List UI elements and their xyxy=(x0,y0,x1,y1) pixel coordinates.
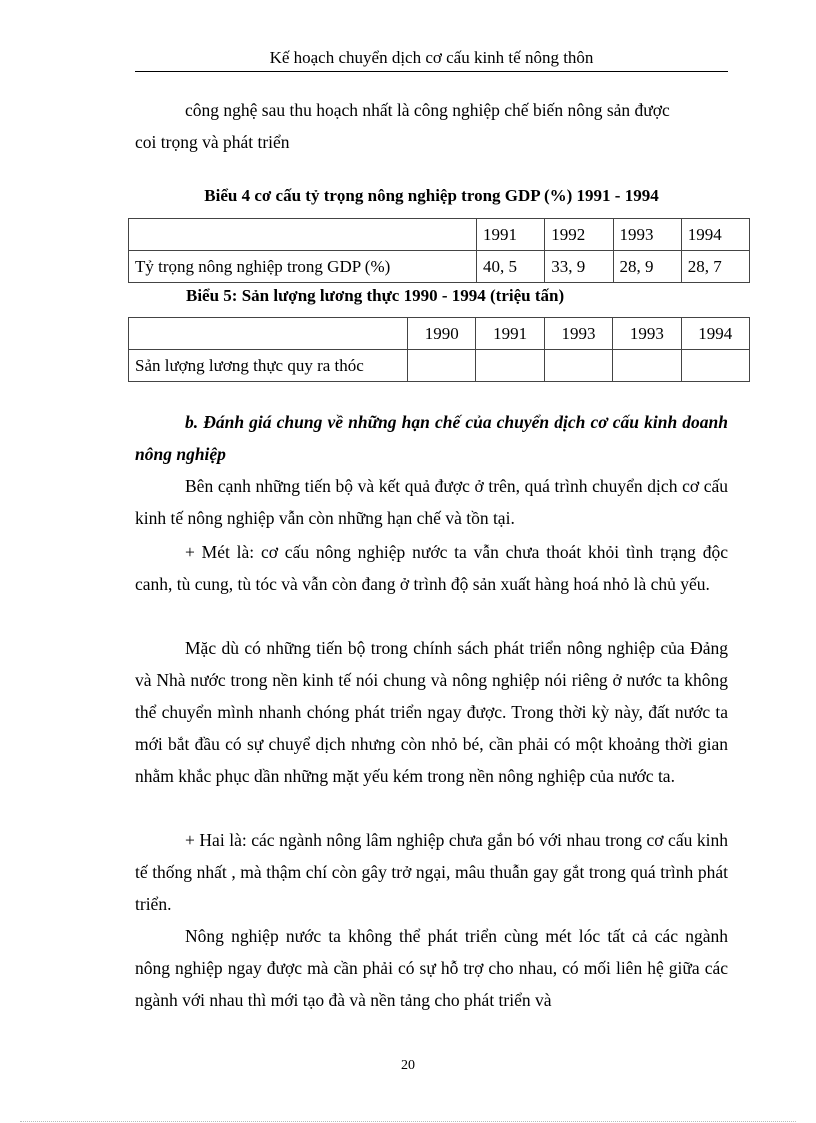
paragraph: Mặc dù có những tiến bộ trong chính sách phát triển nông nghiệp của Đảng và Nhà nước trong nền kinh tế nói chung và nông nghiệp nói riêng ở nước ta không thể chuyển mình nhanh chóng phát triển ngay được. Trong thời kỳ này, đất nước ta mới bắt đầu có sự chuyể dịch nhưng còn nhỏ bé, cần phải có một khoảng thời gian nhằm khắc phục dần những mặt yếu kém trong nền nông nghiệp của nước ta. xyxy=(135,638,728,786)
table-header-cell: 1994 xyxy=(681,219,749,251)
page-number: 20 xyxy=(401,1058,415,1073)
table-header-cell: 1993 xyxy=(613,318,681,350)
table-cell: 28, 9 xyxy=(613,251,681,283)
table-cell xyxy=(408,350,476,382)
intro-line-2: coi trọng và phát triển xyxy=(135,132,290,152)
table5-caption: Biểu 5: Sản lượng lương thực 1990 - 1994 (triệu tấn) xyxy=(186,286,565,305)
table-header-cell: 1993 xyxy=(613,219,681,251)
table-cell xyxy=(476,350,544,382)
table-header-cell: 1991 xyxy=(476,318,544,350)
table-row xyxy=(129,219,750,251)
table-header-cell: 1992 xyxy=(545,219,613,251)
table-header-cell: 1990 xyxy=(408,318,476,350)
table-cell: 40, 5 xyxy=(477,251,545,283)
table5 xyxy=(128,317,750,382)
table-row xyxy=(129,350,750,382)
table-cell xyxy=(613,350,681,382)
table-cell: 28, 7 xyxy=(681,251,749,283)
table-row xyxy=(129,318,750,350)
paragraph: + Hai là: các ngành nông lâm nghiệp chưa gắn bó với nhau trong cơ cấu kinh tế thống nhất , mà thậm chí còn gây trở ngại, mâu thuẫn gay gắt trong quá trình phát triển. xyxy=(135,830,728,914)
table-header-cell: 1994 xyxy=(681,318,749,350)
table-row-label: Tỷ trọng nông nghiệp trong GDP (%) xyxy=(129,251,477,283)
table-cell xyxy=(129,318,408,350)
table-cell: 33, 9 xyxy=(545,251,613,283)
table-row-label: Sản lượng lương thực quy ra thóc xyxy=(129,350,408,382)
table-cell xyxy=(544,350,612,382)
table-header-cell: 1991 xyxy=(477,219,545,251)
intro-line-1: công nghệ sau thu hoạch nhất là công nghiệp chế biến nông sản được xyxy=(185,100,670,120)
page-header: Kế hoạch chuyển dịch cơ cấu kinh tế nông thôn xyxy=(135,48,728,72)
paragraph: + Mét là: cơ cấu nông nghiệp nước ta vẫn chưa thoát khỏi tình trạng độc canh, tù cung, tù tóc và vẫn còn đang ở trình độ sản xuất hàng hoá nhỏ là chủ yếu. xyxy=(135,542,728,594)
table-cell xyxy=(681,350,749,382)
paragraph: Nông nghiệp nước ta không thể phát triển cùng mét lóc tất cả các ngành nông nghiệp ngay được mà cần phải có sự hỗ trợ cho nhau, có mối liên hệ giữa các ngành với nhau thì mới tạo đà và nền tảng cho phát triển và xyxy=(135,926,728,1010)
table4 xyxy=(128,218,750,283)
page-footer-divider xyxy=(20,1121,796,1122)
paragraph: Bên cạnh những tiến bộ và kết quả được ở trên, quá trình chuyển dịch cơ cấu kinh tế nông nghiệp vẫn còn những hạn chế và tồn tại. xyxy=(135,476,728,528)
section-heading: b. Đánh giá chung về những hạn chế của chuyển dịch cơ cấu kinh doanh nông nghiệp xyxy=(135,412,728,464)
table-header-cell: 1993 xyxy=(544,318,612,350)
table-cell xyxy=(129,219,477,251)
table-row xyxy=(129,251,750,283)
table4-caption: Biểu 4 cơ cấu tỷ trọng nông nghiệp trong GDP (%) 1991 - 1994 xyxy=(204,186,659,205)
